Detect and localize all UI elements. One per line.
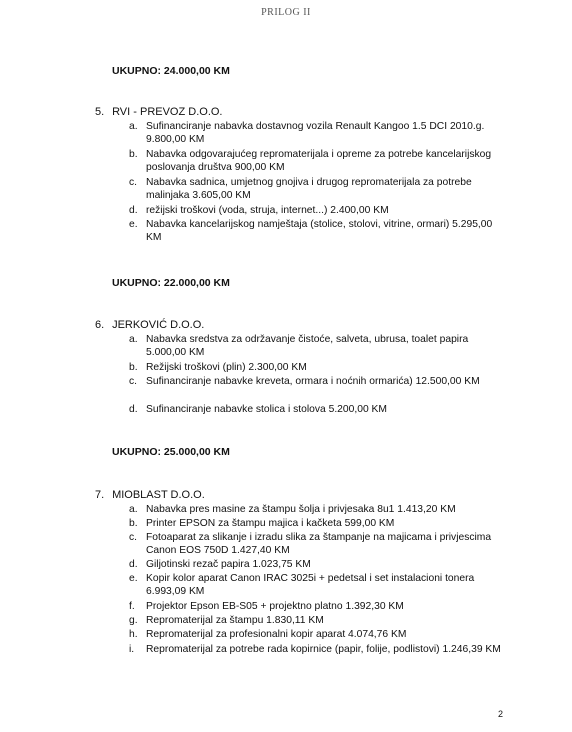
section-number: 7. [95,489,105,501]
item-text: Printer EPSON za štampu majica i kačketa 599,00 KM [146,518,395,529]
item-text: Režijski troškovi (plin) 2.300,00 KM [146,362,307,373]
list-item [129,532,509,557]
list-item [129,404,509,417]
item-letter: a. [129,121,138,132]
list-item [129,334,509,359]
list-item [129,121,509,146]
item-text: Nabavka pres masine za štampu šolja i privjesaka 8u1 1.413,20 KM [146,504,456,515]
item-letter: c. [129,532,138,543]
item-letter: a. [129,334,138,345]
item-text: Nabavka sredstva za održavanje čistoće, salveta, ubrusa, toalet papira 5.000,00 KM [146,334,469,358]
item-letter: b. [129,362,138,373]
item-text: Projektor Epson EB-S05 + projektno platno 1.392,30 KM [146,601,404,612]
list-item [129,615,509,628]
item-letter: h. [129,629,138,640]
section-6-title [95,319,204,331]
total-line-2: UKUPNO: 22.000,00 KM [112,277,230,289]
item-letter: e. [129,573,138,584]
item-letter: a. [129,504,138,515]
item-letter: d. [129,404,138,415]
total-line-1: UKUPNO: 24.000,00 KM [112,65,230,77]
item-text: Repromaterijal za potrebe rada kopirnice (papir, folije, podlistovi) 1.246,39 KM [146,644,501,655]
list-item [129,601,509,614]
item-text: Sufinanciranje nabavke kreveta, ormara i noćnih ormarića) 12.500,00 KM [146,376,480,387]
item-text: Repromaterijal za štampu 1.830,11 KM [146,615,324,626]
item-text: režijski troškovi (voda, struja, internet...) 2.400,00 KM [146,205,389,216]
list-item [129,376,509,389]
list-item [129,573,509,598]
total-line-3: UKUPNO: 25.000,00 KM [112,446,230,458]
item-letter: d. [129,205,138,216]
item-text: Nabavka odgovarajućeg repromaterijala i opreme za potrebe kancelarijskog poslovanja društva 900,00 KM [146,149,492,173]
page-number: 2 [498,709,504,719]
item-text: Nabavka sadnica, umjetnog gnojiva i drugog repromaterijala za potrebe malinjaka 3.605,00 KM [146,177,472,201]
item-text: Kopir kolor aparat Canon IRAC 3025i + pedetsal i set instalacioni tonera 6.993,09 KM [146,573,475,597]
section-name: RVI - PREVOZ D.O.O. [112,106,223,118]
section-number: 5. [95,106,105,118]
list-item [129,149,509,174]
list-item [129,219,509,244]
page-header: PRILOG II [261,7,311,18]
item-letter: b. [129,518,138,529]
section-name: MIOBLAST D.O.O. [112,489,205,501]
section-7-title [95,489,205,501]
item-letter: c. [129,376,138,387]
list-item [129,629,509,642]
list-item [129,205,509,218]
item-letter: g. [129,615,138,626]
item-letter: c. [129,177,138,188]
list-item [129,644,509,657]
item-text: Sufinanciranje nabavke stolica i stolova 5.200,00 KM [146,404,387,415]
item-text: Giljotinski rezač papira 1.023,75 KM [146,559,311,570]
item-letter: f. [129,601,135,612]
item-letter: b. [129,149,138,160]
item-letter: i. [129,644,135,655]
item-text: Sufinanciranje nabavka dostavnog vozila Renault Kangoo 1.5 DCI 2010.g. 9.800,00 KM [146,121,485,145]
item-letter: d. [129,559,138,570]
item-text: Repromaterijal za profesionalni kopir aparat 4.074,76 KM [146,629,407,640]
list-item [129,504,509,517]
list-item [129,362,509,375]
item-text: Nabavka kancelarijskog namještaja (stolice, stolovi, vitrine, ormari) 5.295,00 KM [146,219,493,243]
section-5-title [95,106,223,118]
section-name: JERKOVIĆ D.O.O. [112,319,205,331]
list-item [129,177,509,202]
item-letter: e. [129,219,138,230]
list-item [129,559,509,572]
item-text: Fotoaparat za slikanje i izradu slika za štampanje na majicama i privjescima Canon EOS 750D 1.427,40 KM [146,532,492,556]
list-item [129,518,509,531]
section-number: 6. [95,319,105,331]
